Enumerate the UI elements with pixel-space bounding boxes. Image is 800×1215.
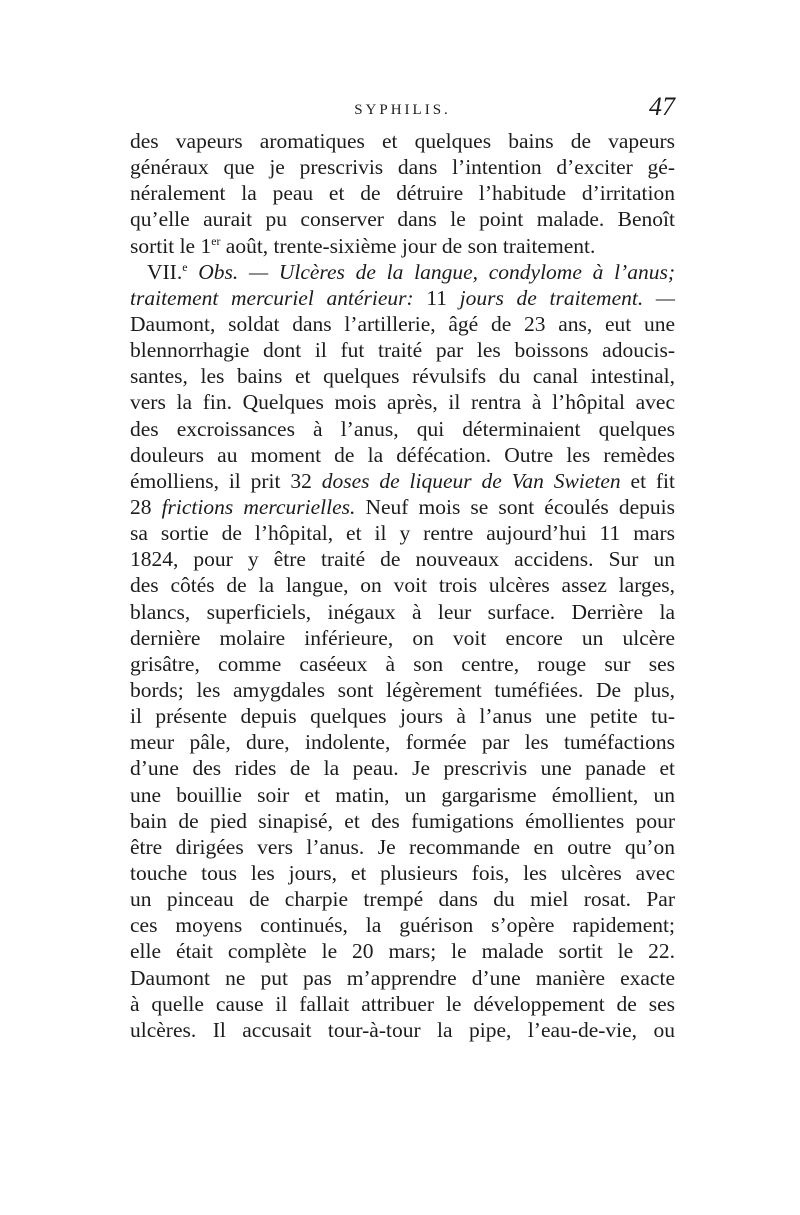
text-segment: néralement la peau et de détruire l’habitude d’irritation (130, 181, 675, 206)
text-segment: bain de pied sinapisé, et des fumigations émollientes pour (130, 808, 675, 833)
text-segment: 11 (426, 285, 460, 310)
text-line (130, 860, 675, 886)
text-segment: dernière molaire inférieure, on voit encore un ulcère (130, 625, 675, 650)
text-segment: Daumont, soldat dans l’artillerie, âgé de 23 ans, eut une (130, 311, 675, 336)
text-segment: elle était complète le 20 mars; le malade sortit le 22. (130, 939, 675, 964)
text-line (130, 154, 675, 180)
text-segment: santes, les bains et quelques révulsifs du canal intestinal, (130, 364, 675, 389)
text-segment: touche tous les jours, et plusieurs fois, les ulcères avec (130, 860, 675, 885)
text-segment: grisâtre, comme caséeux à son centre, rouge sur ses (130, 651, 675, 676)
italic-text: Obs. — Ulcères de la langue, condylome à l’anus; (198, 259, 675, 284)
text-line (130, 599, 675, 625)
text-line (130, 912, 675, 938)
superscript-text: er (211, 233, 221, 248)
text-line (130, 285, 675, 311)
text-line (130, 206, 675, 232)
text-line (130, 782, 675, 808)
text-segment: qu’elle aurait pu conserver dans le point malade. Benoît (130, 207, 675, 232)
running-title: SYPHILIS. (354, 102, 451, 118)
text-line (130, 991, 675, 1017)
text-line (130, 128, 675, 154)
text-segment: il présente depuis quelques jours à l’anus une petite tu- (130, 704, 675, 729)
italic-text: jours de traitement. — (459, 285, 675, 310)
text-segment: ulcères. Il accusait tour-à-tour la pipe, l’eau-de-vie, ou (130, 1017, 675, 1042)
text-line (130, 886, 675, 912)
text-segment: émolliens, il prit 32 (130, 468, 322, 493)
text-line (130, 494, 675, 520)
text-segment: à quelle cause il fallait attribuer le développement de ses (130, 991, 675, 1016)
superscript-text: e (182, 259, 188, 274)
text-segment: généraux que je prescrivis dans l’intention d’exciter gé- (130, 155, 675, 180)
text-segment: sa sortie de l’hôpital, et il y rentre aujourd’hui 11 mars (130, 521, 675, 546)
text-line (130, 938, 675, 964)
text-line (130, 546, 675, 572)
text-line (130, 416, 675, 442)
text-line (130, 703, 675, 729)
text-segment: une bouillie soir et matin, un gargarisme émollient, un (130, 782, 675, 807)
text-line (130, 363, 675, 389)
text-line (130, 180, 675, 206)
text-line (130, 755, 675, 781)
text-segment: sortit le 1 (130, 233, 212, 258)
text-segment: vers la fin. Quelques mois après, il rentra à l’hôpital avec (130, 390, 675, 415)
text-line (130, 468, 675, 494)
text-segment: 1824, pour y être traité de nouveaux accidens. Sur un (130, 547, 675, 572)
text-line (130, 625, 675, 651)
text-segment: Daumont ne put pas m’apprendre d’une manière exacte (130, 965, 675, 990)
text-line (130, 677, 675, 703)
text-segment: ces moyens continués, la guérison s’opère rapidement; (130, 913, 675, 938)
text-line (130, 233, 675, 259)
body-text (130, 128, 675, 1043)
text-segment: 28 (130, 494, 162, 519)
text-line (130, 651, 675, 677)
text-line (130, 337, 675, 363)
text-segment: blennorrhagie dont il fut traité par les boissons adoucis- (130, 338, 675, 363)
text-segment: des côtés de la langue, on voit trois ulcères assez larges, (130, 573, 675, 598)
page-header (130, 92, 675, 126)
text-segment: bords; les amygdales sont légèrement tuméfiées. De plus, (130, 677, 675, 702)
text-line (130, 572, 675, 598)
text-line (130, 965, 675, 991)
italic-text: traitement mercuriel antérieur: (130, 285, 427, 310)
text-segment: des excroissances à l’anus, qui déterminaient quelques (130, 416, 675, 441)
text-segment: VII. (147, 259, 183, 284)
italic-text: frictions mercurielles. (161, 494, 356, 519)
text-segment: être dirigées vers l’anus. Je recommande en outre qu’on (130, 834, 675, 859)
text-line (130, 520, 675, 546)
text-line (130, 442, 675, 468)
text-segment: Neuf mois se sont écoulés depuis (355, 494, 675, 519)
text-segment: douleurs au moment de la défécation. Outre les remèdes (130, 442, 675, 467)
text-segment (187, 260, 198, 284)
text-segment: meur pâle, dure, indolente, formée par les tuméfactions (130, 730, 675, 755)
text-line (130, 1017, 675, 1043)
italic-text: doses de liqueur de Van Swieten (321, 468, 621, 493)
text-segment: un pinceau de charpie trempé dans du miel rosat. Par (130, 887, 675, 912)
text-line (130, 259, 675, 285)
text-segment: août, trente-sixième jour de son traitement. (220, 233, 596, 258)
text-segment: et fit (620, 468, 676, 493)
text-line (130, 389, 675, 415)
text-line (130, 808, 675, 834)
text-segment: blancs, superficiels, inégaux à leur surface. Derrière la (130, 599, 675, 624)
text-segment: d’une des rides de la peau. Je prescrivis une panade et (130, 756, 675, 781)
text-line (130, 729, 675, 755)
text-line (130, 834, 675, 860)
text-segment: des vapeurs aromatiques et quelques bains de vapeurs (130, 129, 675, 153)
page-number: 47 (649, 92, 675, 121)
text-line (130, 311, 675, 337)
